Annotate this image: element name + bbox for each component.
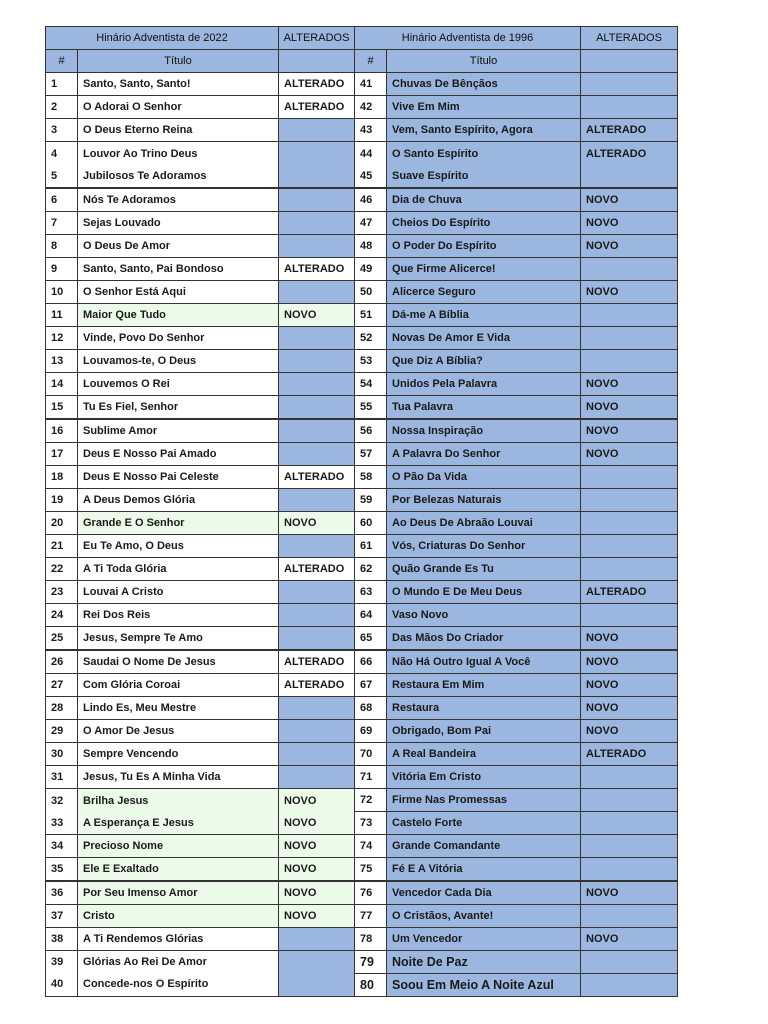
table-row-status	[580, 811, 678, 835]
table-row-title: Tua Palavra	[386, 395, 581, 419]
table-row-title: Cheios Do Espírito	[386, 211, 581, 235]
table-row-number: 73	[354, 811, 387, 835]
table-row-status: NOVO	[278, 303, 355, 327]
table-row-status	[580, 603, 678, 627]
table-row-number: 70	[354, 742, 387, 766]
table-row-number: 61	[354, 534, 387, 558]
table-row-status	[580, 511, 678, 535]
table-row-number: 1	[45, 72, 78, 96]
table-row-number: 58	[354, 465, 387, 489]
table-row-status	[278, 164, 355, 188]
table-row-title: Ele E Exaltado	[77, 857, 279, 881]
table-row-number: 54	[354, 372, 387, 396]
table-row-title: Cristo	[77, 904, 279, 928]
table-row-status	[580, 557, 678, 581]
table-row-status: NOVO	[278, 511, 355, 535]
table-row-status: NOVO	[278, 904, 355, 928]
table-row-title: A Esperança E Jesus	[77, 811, 279, 835]
table-row-title: A Real Bandeira	[386, 742, 581, 766]
table-row-status: ALTERADO	[278, 257, 355, 281]
table-row-number: 36	[45, 881, 78, 905]
table-row-title: Louvemos O Rei	[77, 372, 279, 396]
table-row-title: Vem, Santo Espírito, Agora	[386, 118, 581, 142]
table-row-number: 55	[354, 395, 387, 419]
right-title-header: Título	[386, 49, 581, 73]
table-row-title: O Amor De Jesus	[77, 719, 279, 743]
table-row-status	[278, 950, 355, 974]
table-row-status	[278, 442, 355, 466]
table-row-title: Vinde, Povo Do Senhor	[77, 326, 279, 350]
table-row-status	[278, 372, 355, 396]
table-row-title: Novas De Amor E Vida	[386, 326, 581, 350]
table-row-title: Saudai O Nome De Jesus	[77, 650, 279, 674]
table-row-title: Firme Nas Promessas	[386, 788, 581, 812]
table-row-status	[278, 696, 355, 720]
table-row-number: 39	[45, 950, 78, 974]
table-row-number: 68	[354, 696, 387, 720]
table-row-title: Maior Que Tudo	[77, 303, 279, 327]
table-row-number: 52	[354, 326, 387, 350]
table-row-number: 23	[45, 580, 78, 604]
table-row-number: 17	[45, 442, 78, 466]
table-row-title: Um Vencedor	[386, 927, 581, 951]
table-row-status: NOVO	[580, 650, 678, 674]
table-row-number: 11	[45, 303, 78, 327]
table-row-status	[278, 234, 355, 258]
table-row-status	[278, 534, 355, 558]
table-row-title: A Palavra Do Senhor	[386, 442, 581, 466]
table-row-title: Dá-me A Bíblia	[386, 303, 581, 327]
table-row-number: 69	[354, 719, 387, 743]
right-num-header: #	[354, 49, 387, 73]
table-row-status: NOVO	[278, 881, 355, 905]
table-row-status	[580, 950, 678, 974]
table-row-title: A Deus Demos Glória	[77, 488, 279, 512]
table-row-number: 62	[354, 557, 387, 581]
table-row-title: Grande E O Senhor	[77, 511, 279, 535]
table-row-status	[278, 765, 355, 789]
table-row-number: 59	[354, 488, 387, 512]
table-row-number: 53	[354, 349, 387, 373]
table-row-title: Louvai A Cristo	[77, 580, 279, 604]
table-row-status: NOVO	[580, 280, 678, 304]
table-row-status	[278, 580, 355, 604]
table-row-number: 32	[45, 788, 78, 812]
table-row-number: 8	[45, 234, 78, 258]
table-row-number: 6	[45, 188, 78, 212]
table-row-number: 5	[45, 164, 78, 188]
table-row-number: 57	[354, 442, 387, 466]
table-row-title: O Poder Do Espírito	[386, 234, 581, 258]
table-row-status: ALTERADO	[580, 141, 678, 165]
table-row-number: 38	[45, 927, 78, 951]
table-row-number: 44	[354, 141, 387, 165]
table-row-title: O Deus De Amor	[77, 234, 279, 258]
table-row-status: NOVO	[278, 834, 355, 858]
table-row-number: 14	[45, 372, 78, 396]
table-row-status	[580, 95, 678, 119]
table-row-title: Alicerce Seguro	[386, 280, 581, 304]
table-row-status	[278, 326, 355, 350]
table-row-title: Soou Em Meio A Noite Azul	[386, 973, 581, 997]
table-row-number: 26	[45, 650, 78, 674]
table-row-title: Restaura	[386, 696, 581, 720]
table-row-number: 65	[354, 626, 387, 650]
table-row-number: 56	[354, 419, 387, 443]
table-row-status	[278, 188, 355, 212]
table-row-title: Com Glória Coroai	[77, 673, 279, 697]
table-row-number: 80	[354, 973, 387, 997]
table-row-number: 29	[45, 719, 78, 743]
table-row-number: 72	[354, 788, 387, 812]
table-row-title: Eu Te Amo, O Deus	[77, 534, 279, 558]
table-row-number: 66	[354, 650, 387, 674]
table-row-number: 3	[45, 118, 78, 142]
table-row-title: Vós, Criaturas Do Senhor	[386, 534, 581, 558]
table-row-number: 67	[354, 673, 387, 697]
table-row-status	[580, 857, 678, 881]
table-row-number: 19	[45, 488, 78, 512]
table-row-number: 15	[45, 395, 78, 419]
table-row-title: Chuvas De Bênçãos	[386, 72, 581, 96]
table-row-status	[580, 164, 678, 188]
table-row-number: 43	[354, 118, 387, 142]
table-row-status	[580, 765, 678, 789]
table-row-title: Nossa Inspiração	[386, 419, 581, 443]
table-row-status: ALTERADO	[580, 742, 678, 766]
table-row-title: Deus E Nosso Pai Celeste	[77, 465, 279, 489]
table-row-number: 71	[354, 765, 387, 789]
table-row-title: Obrigado, Bom Pai	[386, 719, 581, 743]
table-row-status: NOVO	[580, 372, 678, 396]
left-title-header: Título	[77, 49, 279, 73]
table-row-title: Quão Grande Es Tu	[386, 557, 581, 581]
table-row-status: NOVO	[580, 234, 678, 258]
table-row-title: Suave Espírito	[386, 164, 581, 188]
table-row-title: Sempre Vencendo	[77, 742, 279, 766]
table-row-title: Jesus, Tu Es A Minha Vida	[77, 765, 279, 789]
table-row-status	[278, 141, 355, 165]
table-row-title: Tu Es Fiel, Senhor	[77, 395, 279, 419]
table-row-number: 33	[45, 811, 78, 835]
table-row-number: 31	[45, 765, 78, 789]
table-row-title: Unidos Pela Palavra	[386, 372, 581, 396]
table-row-title: Brilha Jesus	[77, 788, 279, 812]
left-section-title: Hinário Adventista de 2022	[45, 26, 279, 50]
table-row-title: O Adorai O Senhor	[77, 95, 279, 119]
table-row-title: Santo, Santo, Pai Bondoso	[77, 257, 279, 281]
table-row-number: 21	[45, 534, 78, 558]
table-row-status	[278, 419, 355, 443]
table-row-status	[580, 72, 678, 96]
table-row-status: NOVO	[580, 419, 678, 443]
table-row-status: ALTERADO	[580, 118, 678, 142]
table-row-number: 20	[45, 511, 78, 535]
table-row-status	[278, 280, 355, 304]
table-row-title: O Cristãos, Avante!	[386, 904, 581, 928]
table-row-number: 60	[354, 511, 387, 535]
table-row-title: Das Mãos Do Criador	[386, 626, 581, 650]
table-row-status: NOVO	[278, 811, 355, 835]
table-row-number: 46	[354, 188, 387, 212]
table-row-status: NOVO	[580, 719, 678, 743]
table-row-status	[580, 465, 678, 489]
table-row-title: Deus E Nosso Pai Amado	[77, 442, 279, 466]
table-row-number: 41	[354, 72, 387, 96]
table-row-title: O Santo Espírito	[386, 141, 581, 165]
table-row-title: Concede-nos O Espírito	[77, 973, 279, 997]
table-row-status: NOVO	[580, 395, 678, 419]
table-row-status: ALTERADO	[278, 465, 355, 489]
table-row-status	[278, 626, 355, 650]
table-row-status: NOVO	[580, 696, 678, 720]
table-row-number: 22	[45, 557, 78, 581]
table-row-title: Vive Em Mim	[386, 95, 581, 119]
table-row-status: ALTERADO	[580, 580, 678, 604]
table-row-number: 24	[45, 603, 78, 627]
right-section-title: Hinário Adventista de 1996	[354, 26, 581, 50]
table-row-title: Vitória Em Cristo	[386, 765, 581, 789]
table-row-title: Rei Dos Reis	[77, 603, 279, 627]
table-row-title: Castelo Forte	[386, 811, 581, 835]
table-row-title: Louvor Ao Trino Deus	[77, 141, 279, 165]
table-row-status: ALTERADO	[278, 72, 355, 96]
table-row-status: NOVO	[580, 211, 678, 235]
table-row-status	[580, 257, 678, 281]
table-row-number: 25	[45, 626, 78, 650]
table-row-number: 50	[354, 280, 387, 304]
table-row-status	[580, 534, 678, 558]
table-row-status	[278, 349, 355, 373]
table-row-status	[580, 303, 678, 327]
table-row-status: ALTERADO	[278, 95, 355, 119]
table-row-number: 30	[45, 742, 78, 766]
table-row-title: Grande Comandante	[386, 834, 581, 858]
table-row-title: Vencedor Cada Dia	[386, 881, 581, 905]
table-row-title: O Pão Da Vida	[386, 465, 581, 489]
table-row-title: Por Seu Imenso Amor	[77, 881, 279, 905]
table-row-number: 16	[45, 419, 78, 443]
left-num-header: #	[45, 49, 78, 73]
left-alterados-header: ALTERADOS	[278, 26, 355, 50]
table-row-number: 37	[45, 904, 78, 928]
table-row-number: 2	[45, 95, 78, 119]
table-row-number: 45	[354, 164, 387, 188]
hymnal-comparison-table	[45, 26, 677, 997]
table-row-title: Glórias Ao Rei De Amor	[77, 950, 279, 974]
table-row-status: ALTERADO	[278, 673, 355, 697]
table-row-title: Fé E A Vitória	[386, 857, 581, 881]
table-row-number: 42	[354, 95, 387, 119]
table-row-status: NOVO	[580, 626, 678, 650]
table-row-status	[278, 973, 355, 997]
table-row-title: Que Diz A Bíblia?	[386, 349, 581, 373]
table-row-status: NOVO	[580, 188, 678, 212]
table-row-status	[278, 118, 355, 142]
table-row-title: Restaura Em Mim	[386, 673, 581, 697]
table-row-status: ALTERADO	[278, 557, 355, 581]
table-row-number: 28	[45, 696, 78, 720]
table-row-title: Nós Te Adoramos	[77, 188, 279, 212]
table-row-title: A Ti Toda Glória	[77, 557, 279, 581]
table-row-status	[580, 834, 678, 858]
table-row-number: 18	[45, 465, 78, 489]
table-row-status: ALTERADO	[278, 650, 355, 674]
table-row-title: Sublime Amor	[77, 419, 279, 443]
table-row-number: 49	[354, 257, 387, 281]
right-alterados-header: ALTERADOS	[580, 26, 678, 50]
table-row-number: 51	[354, 303, 387, 327]
table-row-number: 27	[45, 673, 78, 697]
left-alterados-subheader	[278, 49, 355, 73]
table-row-number: 79	[354, 950, 387, 974]
table-row-title: O Senhor Está Aqui	[77, 280, 279, 304]
table-row-number: 75	[354, 857, 387, 881]
table-row-title: O Deus Eterno Reina	[77, 118, 279, 142]
table-row-title: Vaso Novo	[386, 603, 581, 627]
table-row-title: O Mundo E De Meu Deus	[386, 580, 581, 604]
table-row-number: 4	[45, 141, 78, 165]
table-row-number: 63	[354, 580, 387, 604]
table-row-title: Precioso Nome	[77, 834, 279, 858]
table-row-status: NOVO	[278, 788, 355, 812]
table-row-title: Jubilosos Te Adoramos	[77, 164, 279, 188]
table-row-status	[580, 488, 678, 512]
table-row-number: 47	[354, 211, 387, 235]
table-row-number: 12	[45, 326, 78, 350]
table-row-status	[580, 788, 678, 812]
table-row-status: NOVO	[580, 881, 678, 905]
table-row-number: 48	[354, 234, 387, 258]
table-row-status	[278, 742, 355, 766]
table-row-number: 34	[45, 834, 78, 858]
right-alterados-subheader	[580, 49, 678, 73]
table-row-status	[278, 719, 355, 743]
table-row-number: 76	[354, 881, 387, 905]
table-row-number: 7	[45, 211, 78, 235]
table-row-title: Não Há Outro Igual A Você	[386, 650, 581, 674]
table-row-status	[580, 973, 678, 997]
table-row-title: Sejas Louvado	[77, 211, 279, 235]
table-row-title: Dia de Chuva	[386, 188, 581, 212]
table-row-number: 78	[354, 927, 387, 951]
table-row-status: NOVO	[580, 442, 678, 466]
table-row-status: NOVO	[580, 673, 678, 697]
table-row-title: Louvamos-te, O Deus	[77, 349, 279, 373]
table-row-status	[278, 211, 355, 235]
table-row-number: 9	[45, 257, 78, 281]
table-row-status	[580, 326, 678, 350]
table-row-status	[580, 349, 678, 373]
table-row-status	[580, 904, 678, 928]
table-row-title: Santo, Santo, Santo!	[77, 72, 279, 96]
table-row-status: NOVO	[580, 927, 678, 951]
table-row-number: 35	[45, 857, 78, 881]
table-row-status	[278, 927, 355, 951]
table-row-title: Lindo Es, Meu Mestre	[77, 696, 279, 720]
table-row-number: 64	[354, 603, 387, 627]
table-row-number: 77	[354, 904, 387, 928]
table-row-number: 10	[45, 280, 78, 304]
table-row-number: 74	[354, 834, 387, 858]
table-row-title: Que Firme Alicerce!	[386, 257, 581, 281]
table-row-status	[278, 603, 355, 627]
table-row-number: 13	[45, 349, 78, 373]
table-row-status: NOVO	[278, 857, 355, 881]
table-row-title: Por Belezas Naturais	[386, 488, 581, 512]
table-row-number: 40	[45, 973, 78, 997]
table-row-status	[278, 488, 355, 512]
table-row-title: Ao Deus De Abraão Louvai	[386, 511, 581, 535]
table-row-title: Noite De Paz	[386, 950, 581, 974]
table-row-status	[278, 395, 355, 419]
table-row-title: A Ti Rendemos Glórias	[77, 927, 279, 951]
table-row-title: Jesus, Sempre Te Amo	[77, 626, 279, 650]
